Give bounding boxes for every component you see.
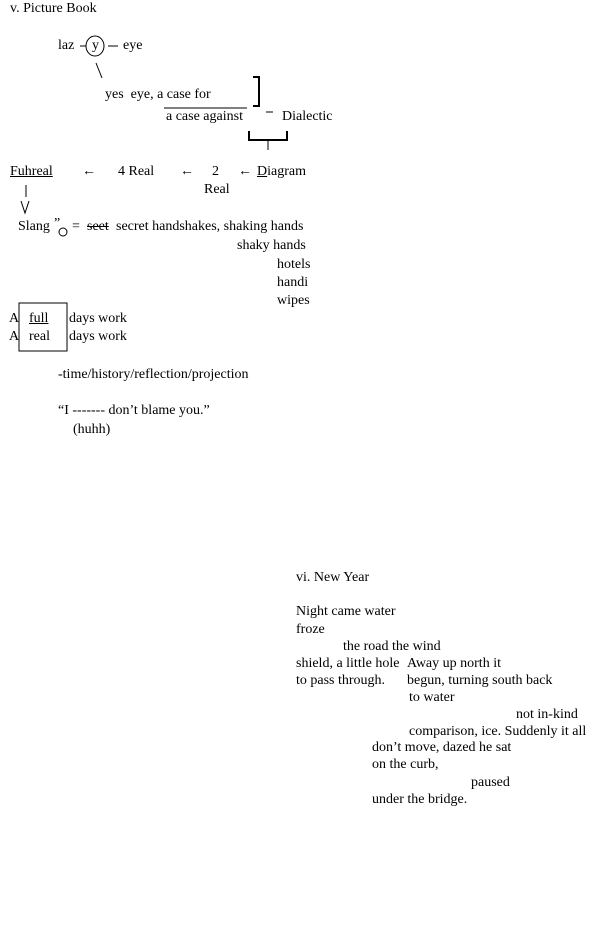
section-heading-new-year: vi. New Year bbox=[296, 570, 370, 585]
line-quote: “I ------- don’t blame you.” bbox=[58, 403, 210, 418]
arrow-left-icon: ← bbox=[180, 164, 194, 179]
word-real-boxed: real bbox=[29, 329, 50, 344]
phrase-case-against: a case against bbox=[166, 109, 243, 124]
word-2: 2 bbox=[212, 164, 219, 179]
poem-line: begun, turning south back bbox=[407, 673, 553, 688]
letter-d: D bbox=[257, 164, 268, 179]
poem-line: to pass through. bbox=[296, 673, 386, 688]
poem-line: not in-kind bbox=[516, 707, 578, 722]
phrase-shaky-hands: shaky hands bbox=[237, 238, 306, 253]
word-hotels: hotels bbox=[277, 257, 311, 272]
struck-word-seet: seet bbox=[87, 219, 109, 234]
poem-line: paused bbox=[471, 775, 510, 790]
word-fuhreal: Fuhreal bbox=[10, 164, 53, 179]
equals-sign: = bbox=[72, 219, 80, 234]
word-handi: handi bbox=[277, 275, 309, 290]
word-slang: Slang bbox=[18, 219, 50, 234]
poem-line: shield, a little hole bbox=[296, 656, 400, 671]
phrase-days-work-second: days work bbox=[69, 329, 127, 344]
section-heading-picture-book: v. Picture Book bbox=[10, 1, 97, 16]
letter-a-first: A bbox=[9, 311, 20, 326]
line-time-history: -time/history/reflection/projection bbox=[58, 367, 249, 382]
word-laz: laz bbox=[58, 38, 75, 53]
line-huhh: (huhh) bbox=[73, 422, 111, 437]
poem-line: Away up north it bbox=[407, 656, 501, 671]
poem-line: to water bbox=[409, 690, 455, 705]
arrow-left-icon: ← bbox=[238, 164, 252, 179]
poem-line: comparison, ice. Suddenly it all bbox=[409, 724, 587, 739]
word-eye: eye bbox=[123, 38, 143, 53]
word-4-real: 4 Real bbox=[118, 164, 155, 179]
quote-mark: ” bbox=[54, 216, 61, 231]
phrase-case-for: yes eye, a case for bbox=[105, 87, 211, 102]
arrow-left-icon: ← bbox=[82, 164, 96, 179]
word-wipes: wipes bbox=[277, 293, 310, 308]
word-full: full bbox=[29, 311, 49, 326]
letter-a-second: A bbox=[9, 329, 20, 344]
word-y: y bbox=[92, 38, 99, 53]
poem-line: the road the wind bbox=[343, 639, 441, 654]
letters-iagram: iagram bbox=[267, 164, 306, 179]
poem-line: on the curb, bbox=[372, 757, 439, 772]
poem-line: don’t move, dazed he sat bbox=[372, 740, 512, 755]
poem-line: under the bridge. bbox=[372, 792, 468, 807]
word-real: Real bbox=[204, 182, 230, 197]
poem-line: Night came water bbox=[296, 604, 396, 619]
phrase-days-work-first: days work bbox=[69, 311, 127, 326]
word-dialectic: Dialectic bbox=[282, 109, 333, 124]
poem-line: froze bbox=[296, 622, 325, 637]
phrase-secret-handshakes: secret handshakes, shaking hands bbox=[116, 219, 304, 234]
